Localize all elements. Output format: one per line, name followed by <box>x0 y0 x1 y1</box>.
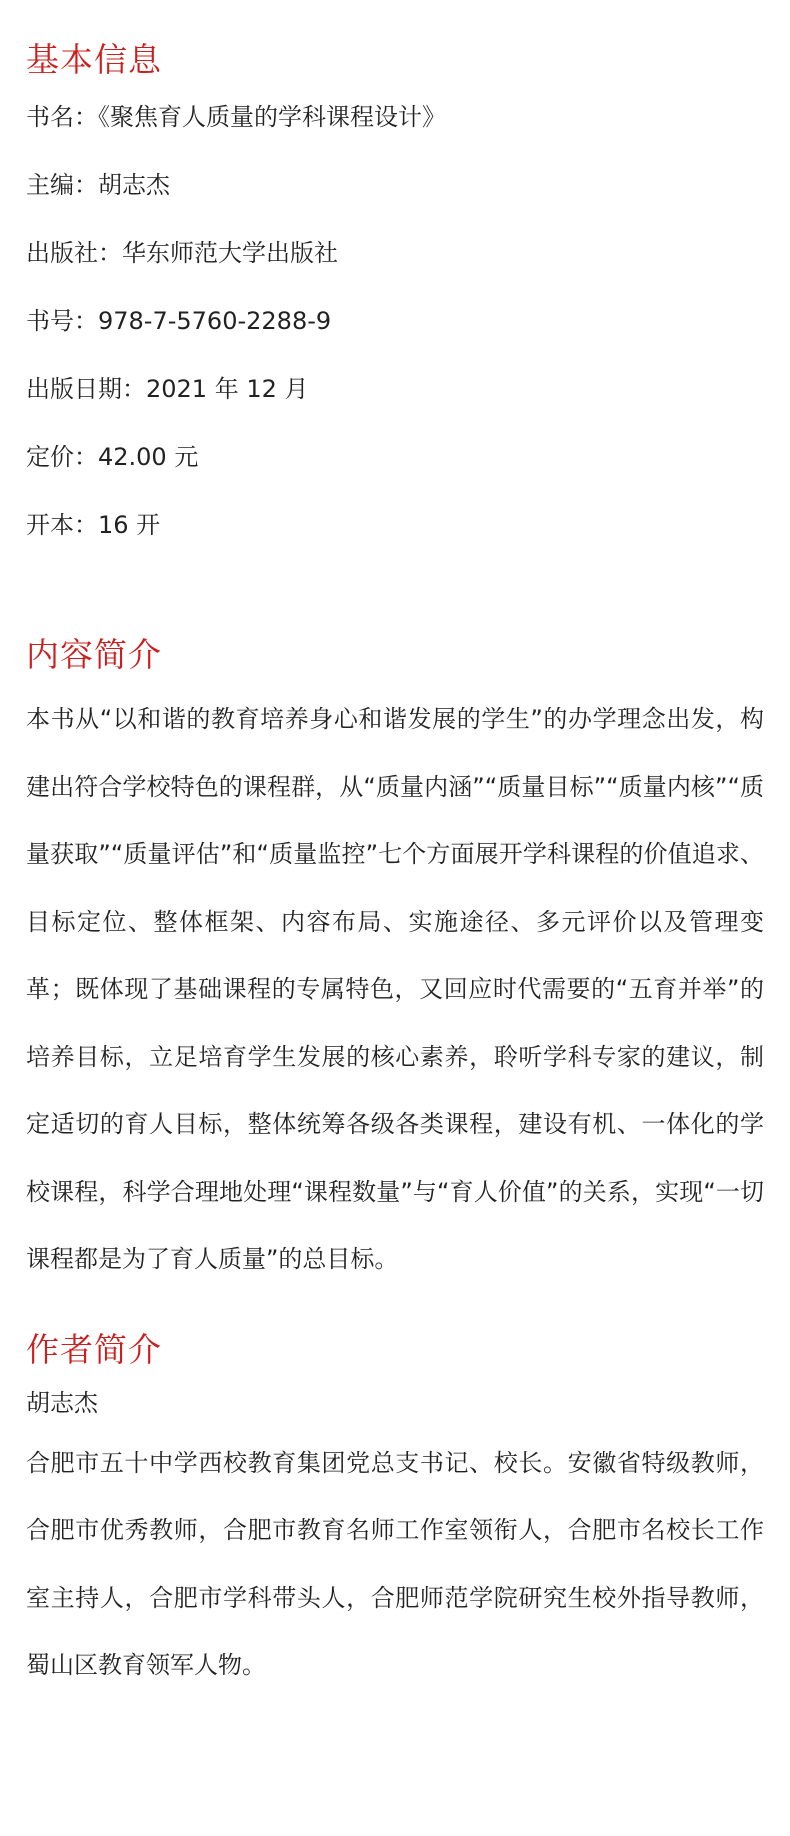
content-intro-heading: 内容简介 <box>26 635 162 674</box>
author-bio-text: 合肥市五十中学西校教育集团党总支书记、校长。安徽省特级教师，合肥市优秀教师，合肥市教育名师工作室领衔人，合肥市名校长工作室主持人，合肥市学科带头人，合肥师范学院研究生校外指导教师，蜀山区教育领军人物。 <box>26 1448 764 1679</box>
author-name: 胡志杰 <box>26 1388 98 1417</box>
info-editor: 主编：胡志杰 <box>26 171 170 199</box>
author-intro-heading: 作者简介 <box>26 1329 162 1369</box>
content-intro-text: 本书从“以和谐的教育培养身心和谐发展的学生”的办学理念出发，构建出符合学校特色的课程群，从“质量内涵”“质量目标”“质量内核”“质量获取”“质量评估”和“质量监控”七个方面展开学科课程的价值追求、目标定位、整体框架、内容布局、实施途径、多元评价以及管理变革；既体现了基础课程的专属特色，又回应时代需要的“五育并举”的培养目标，立足培育学生发展的核心素养，聆听学科专家的建议，制定适切的育人目标，整体统筹各级各类课程，建设有机、一体化的学校课程，科学合理地处理“课程数量”与“育人价值”的关系，实现“一切课程都是为了育人质量”的总目标。 <box>26 705 764 1273</box>
info-publisher: 出版社：华东师范大学出版社 <box>26 239 338 267</box>
info-price: 定价：42.00 元 <box>26 443 199 471</box>
content-intro-section <box>26 634 764 1294</box>
author-intro-section <box>26 1330 764 1700</box>
info-publish-date: 出版日期：2021 年 12 月 <box>26 375 309 403</box>
info-format: 开本：16 开 <box>26 511 161 539</box>
basic-info-section <box>26 0 764 542</box>
basic-info-heading: 基本信息 <box>26 40 162 79</box>
info-isbn: 书号：978-7-5760-2288-9 <box>26 307 332 335</box>
info-book-title: 书名：《聚焦育人质量的学科课程设计》 <box>26 103 446 131</box>
basic-info-list <box>26 100 764 542</box>
